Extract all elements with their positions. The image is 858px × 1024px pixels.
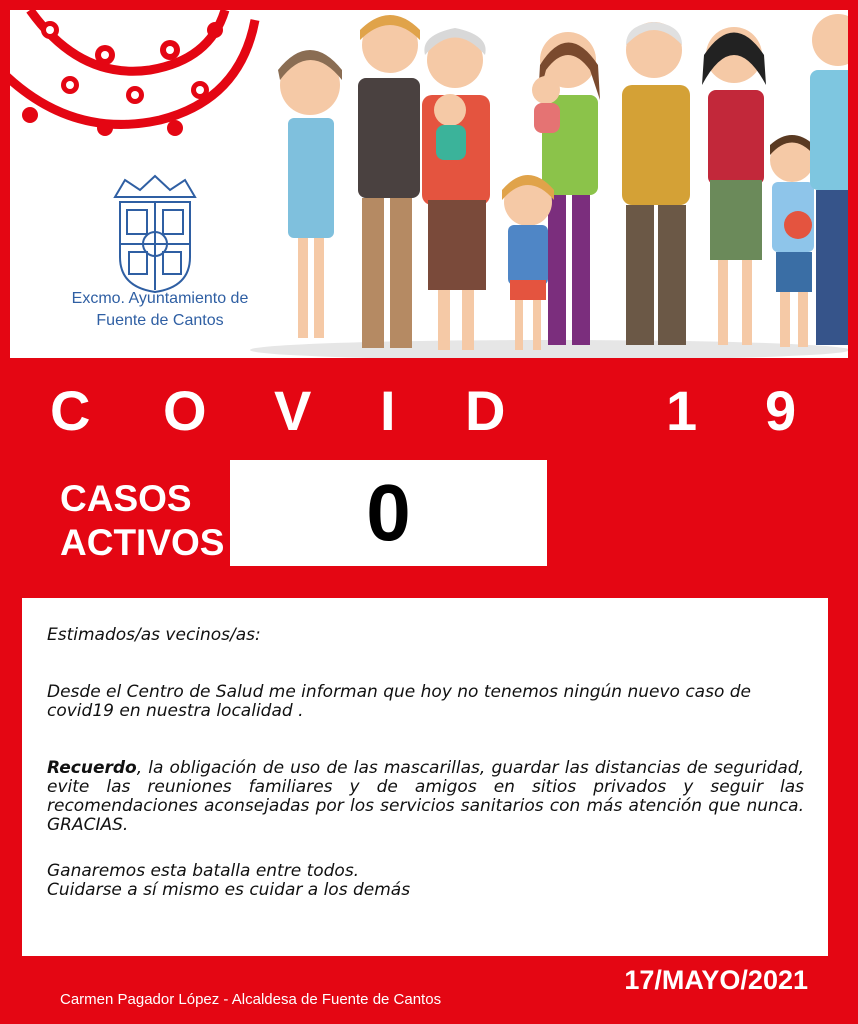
active-cases-label-line1: CASOS xyxy=(60,478,192,519)
message-closing1: Ganaremos esta batalla entre todos. xyxy=(47,861,360,881)
date-label: 17/MAYO/2021 xyxy=(624,965,808,995)
message-info: Desde el Centro de Salud me informan que hoy no tenemos ningún nuevo caso de covid19 en nuestra localidad . xyxy=(47,682,752,721)
message-closing2: Cuidarse a sí mismo es cuidar a los demás xyxy=(47,880,411,900)
family-illustration xyxy=(250,10,848,358)
active-cases-value: 0 xyxy=(366,468,411,557)
title-letter: 9 xyxy=(765,379,797,442)
header-panel xyxy=(10,10,848,358)
coronavirus-icon xyxy=(10,10,260,140)
active-cases-box xyxy=(230,460,547,566)
message-reminder xyxy=(47,759,804,835)
council-name-line2: Fuente de Cantos xyxy=(96,312,224,329)
reminder-text: , la obligación de uso de las mascarillas, guardar las distancias de seguridad, evite las reuniones familiares y de amigos en sitios privados y seguir las recomendaciones aconsejadas por los servicios sanitarios con más atención que nunca. GRACIAS. xyxy=(47,758,804,835)
title-letter: V xyxy=(274,379,312,442)
message-panel xyxy=(22,598,828,956)
message-greeting: Estimados/as vecinos/as: xyxy=(47,625,261,645)
active-cases-label-line2: ACTIVOS xyxy=(60,522,225,563)
title-letter: D xyxy=(465,379,506,442)
title-letter: C xyxy=(50,379,91,442)
covid-title xyxy=(30,378,830,448)
title-letter: O xyxy=(163,379,207,442)
council-name-line1: Excmo. Ayuntamiento de xyxy=(71,290,249,307)
reminder-bold: Recuerdo xyxy=(47,758,137,778)
signature-label: Carmen Pagador López - Alcaldesa de Fuente de Cantos xyxy=(60,991,442,1008)
coat-of-arms-icon xyxy=(105,172,205,297)
title-letter: 1 xyxy=(666,379,698,442)
title-letter: I xyxy=(380,379,396,442)
